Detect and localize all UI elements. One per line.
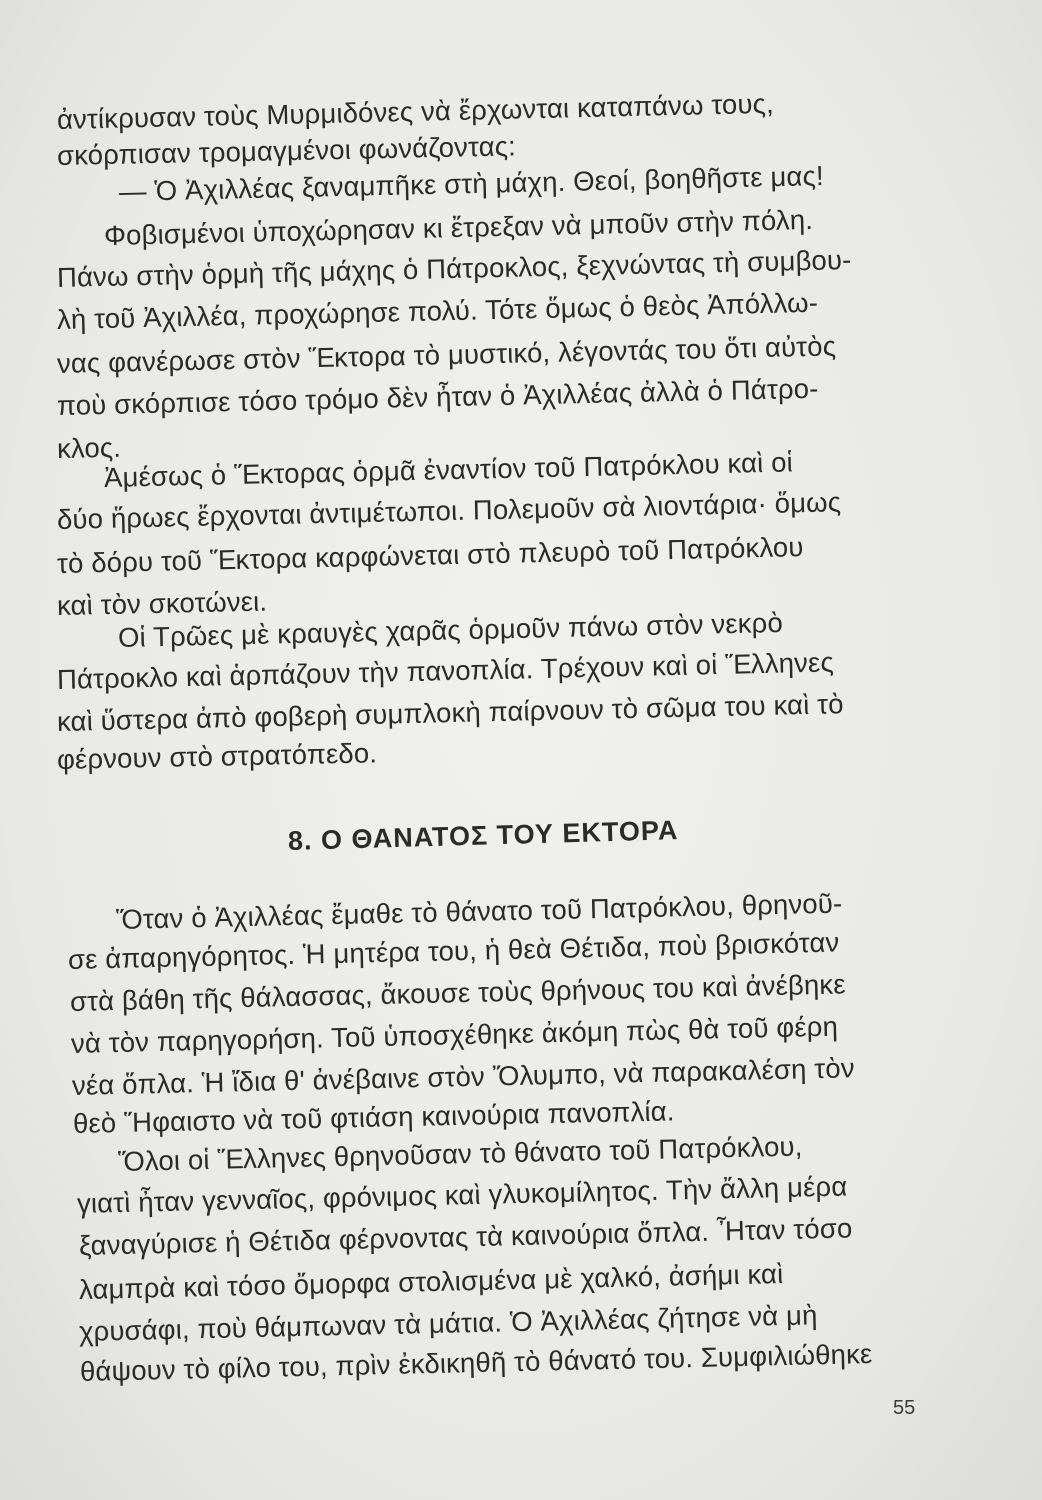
- text-line: θεὸ Ἥφαιστο νὰ τοῦ φτιάση καινούρια πανοπλία.: [72, 1095, 675, 1139]
- text-line: — Ὁ Ἀχιλλέας ξαναμπῆκε στὴ μάχη. Θεοί, βοηθῆστε μας!: [118, 160, 825, 207]
- text-line: Ὅλοι οἱ Ἕλληνες θρηνοῦσαν τὸ θάνατο τοῦ Πατρόκλου,: [117, 1130, 803, 1177]
- text-line: νας φανέρωσε στὸν Ἕκτορα τὸ μυστικό, λέγοντάς του ὅτι αὐτὸς: [56, 330, 837, 379]
- text-line: τὸ δόρυ τοῦ Ἕκτορα καρφώνεται στὸ πλευρὸ τοῦ Πατρόκλου: [56, 531, 804, 579]
- text-line: ξαναγύρισε ἡ Θέτιδα φέρνοντας τὰ καινούρια ὅπλα. Ἦταν τόσο: [78, 1212, 853, 1261]
- text-line: σκόρπισαν τρομαγμένοι φωνάζοντας:: [56, 130, 517, 171]
- text-line: χρυσάφι, ποὺ θάμπωναν τὰ μάτια. Ὁ Ἀχιλλέας ζήτησε νὰ μὴ: [78, 1299, 818, 1347]
- text-line: θάψουν τὸ φίλο του, πρὶν ἐκδικηθῆ τὸ θάνατό του. Συμφιλιώθηκε: [79, 1338, 873, 1387]
- text-line: καὶ ὕστερα ἀπὸ φοβερὴ συμπλοκὴ παίρνουν τὸ σῶμα του καὶ τὸ: [56, 688, 844, 737]
- text-line: Πάτροκλο καὶ ἁρπάζουν τὴν πανοπλία. Τρέχουν καὶ οἱ Ἕλληνες: [56, 646, 835, 695]
- text-line: ἀντίκρυσαν τοὺς Μυρμιδόνες νὰ ἔρχωνται καταπάνω τους,: [56, 87, 775, 135]
- text-line: Οἱ Τρῶες μὲ κραυγὲς χαρᾶς ὁρμοῦν πάνω στὸν νεκρὸ: [117, 606, 784, 653]
- text-line: νὰ τὸν παρηγορήση. Τοῦ ὑποσχέθηκε ἀκόμη πὼς θὰ τοῦ φέρη: [70, 1010, 839, 1059]
- page-number: 55: [893, 1397, 916, 1419]
- text-line: λὴ τοῦ Ἀχιλλέα, προχώρησε πολύ. Τότε ὅμως ὁ θεὸς Ἀπόλλω-: [56, 286, 819, 335]
- text-line: Πάνω στὴν ὁρμὴ τῆς μάχης ὁ Πάτροκλος, ξεχνώντας τὴ συμβου-: [56, 243, 852, 293]
- text-line: καὶ τὸν σκοτώνει.: [56, 585, 268, 621]
- text-line: λαμπρὰ καὶ τόσο ὄμορφα στολισμένα μὲ χαλκό, ἀσήμι καὶ: [78, 1258, 784, 1305]
- text-line: ποὺ σκόρπισε τόσο τρόμο δὲν ἦταν ὁ Ἀχιλλέας ἀλλὰ ὁ Πάτρο-: [56, 372, 819, 421]
- text-line: Ὅταν ὁ Ἀχιλλέας ἔμαθε τὸ θάνατο τοῦ Πατρόκλου, θρηνοῦ-: [115, 887, 843, 935]
- text-line: κλος.: [56, 431, 122, 464]
- text-line: στὰ βάθη τῆς θάλασσας, ἄκουσε τοὺς θρήνους του καὶ ἀνέβηκε: [69, 968, 846, 1017]
- text-line: σε ἀπαρηγόρητος. Ἡ μητέρα του, ἡ θεὰ Θέτιδα, ποὺ βρισκόταν: [67, 926, 840, 975]
- chapter-heading: 8. Ο ΘΑΝΑΤΟΣ ΤΟΥ ΕΚΤΟΡΑ: [287, 815, 679, 856]
- text-line: Ἀμέσως ὁ Ἕκτορας ὁρμᾶ ἐναντίον τοῦ Πατρόκλου καὶ οἱ: [103, 446, 794, 493]
- text-line: γιατὶ ἦταν γενναῖος, φρόνιμος καὶ γλυκομίλητος. Τὴν ἄλλη μέρα: [76, 1170, 848, 1219]
- text-line: δύο ἥρωες ἔρχονται ἀντιμέτωποι. Πολεμοῦν σὰ λιοντάρια· ὅμως: [56, 486, 842, 535]
- text-line: νέα ὅπλα. Ἡ ἴδια θ' ἀνέβαινε στὸν Ὄλυμπο, νὰ παρακαλέση τὸν: [71, 1052, 856, 1101]
- text-line: Φοβισμένοι ὑποχώρησαν κι ἔτρεξαν νὰ μποῦν στὴν πόλη.: [103, 203, 814, 251]
- text-line: φέρνουν στὸ στρατόπεδο.: [56, 737, 378, 775]
